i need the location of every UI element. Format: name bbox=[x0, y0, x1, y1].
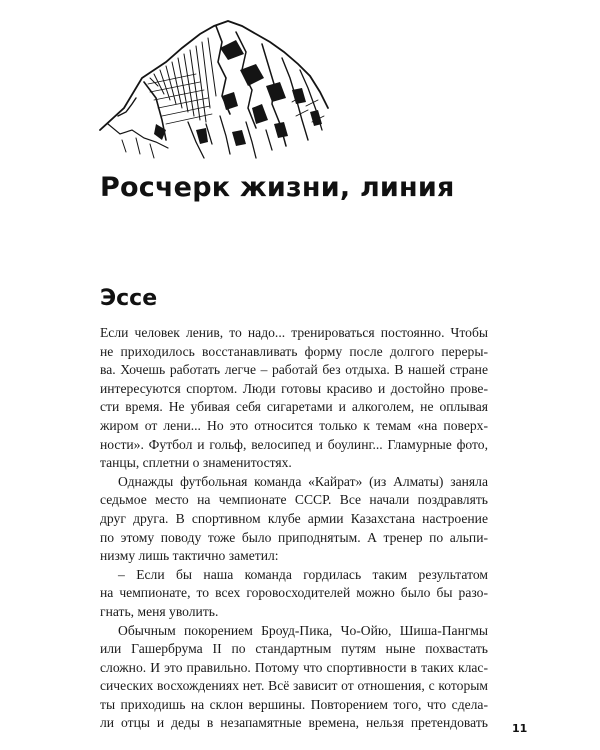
text-line: ты приходишь на склон вершины. Повторением того, что сдела- bbox=[100, 696, 488, 712]
chapter-title: Росчерк жизни, линия bbox=[100, 172, 455, 203]
text-line: низму лишь тактично заметил: bbox=[100, 548, 279, 564]
text-line: гнать, меня уволить. bbox=[100, 603, 219, 619]
text-line: ва. Хочешь работать легче – работай без отдыха. В нашей стране bbox=[100, 362, 488, 378]
text-line: седьмое место на чемпионате СССР. Все начали поздравлять bbox=[100, 492, 488, 508]
text-line: ности». Футбол и гольф, велосипед и боулинг... Гламурные фото, bbox=[100, 436, 488, 452]
text-line: Однажды футбольная команда «Кайрат» (из Алматы) заняла bbox=[118, 473, 488, 489]
text-line: сложно. И это правильно. Потому что спортивности в таких клас- bbox=[100, 659, 488, 675]
mountain-illustration bbox=[96, 12, 336, 162]
text-line: интересуются спортом. Люди готовы красиво и достойно прове- bbox=[100, 380, 488, 396]
text-line: сти время. Не убивая себя сигаретами и алкоголем, не оплывая bbox=[100, 399, 488, 415]
essay-body bbox=[100, 324, 488, 733]
text-line: Если человек ленив, то надо... тренироваться постоянно. Чтобы bbox=[100, 325, 488, 340]
text-line: жиром от лени... Но это относится только к темам «на поверх- bbox=[100, 417, 488, 433]
text-line: танцы, сплетни о знаменитостях. bbox=[100, 455, 292, 471]
section-title: Эссе bbox=[100, 286, 158, 311]
text-line: Обычным покорением Броуд-Пика, Чо-Ойю, Шиша-Пангмы bbox=[118, 622, 488, 638]
text-line: сических восхождениях нет. Всё зависит от отношения, с которым bbox=[100, 678, 488, 694]
text-line: или Гашербрума II по стандартным путям ныне похвастать bbox=[100, 641, 488, 657]
text-line: друг друга. В спортивном клубе армии Казахстана настроение bbox=[100, 510, 488, 526]
text-line: – Если бы наша команда гордилась таким результатом bbox=[118, 566, 488, 582]
text-line: по этому поводу тоже было приподнятым. А тренер по альпи- bbox=[100, 529, 488, 545]
text-line: на чемпионате, то всех горовосходителей можно было бы разо- bbox=[100, 585, 488, 601]
text-line: ли отцы и деды в незапамятные времена, нельзя претендовать bbox=[100, 715, 488, 731]
text-line: не приходилось восстанавливать форму после долгого переры- bbox=[100, 343, 488, 359]
page-number: 11 bbox=[512, 722, 528, 735]
